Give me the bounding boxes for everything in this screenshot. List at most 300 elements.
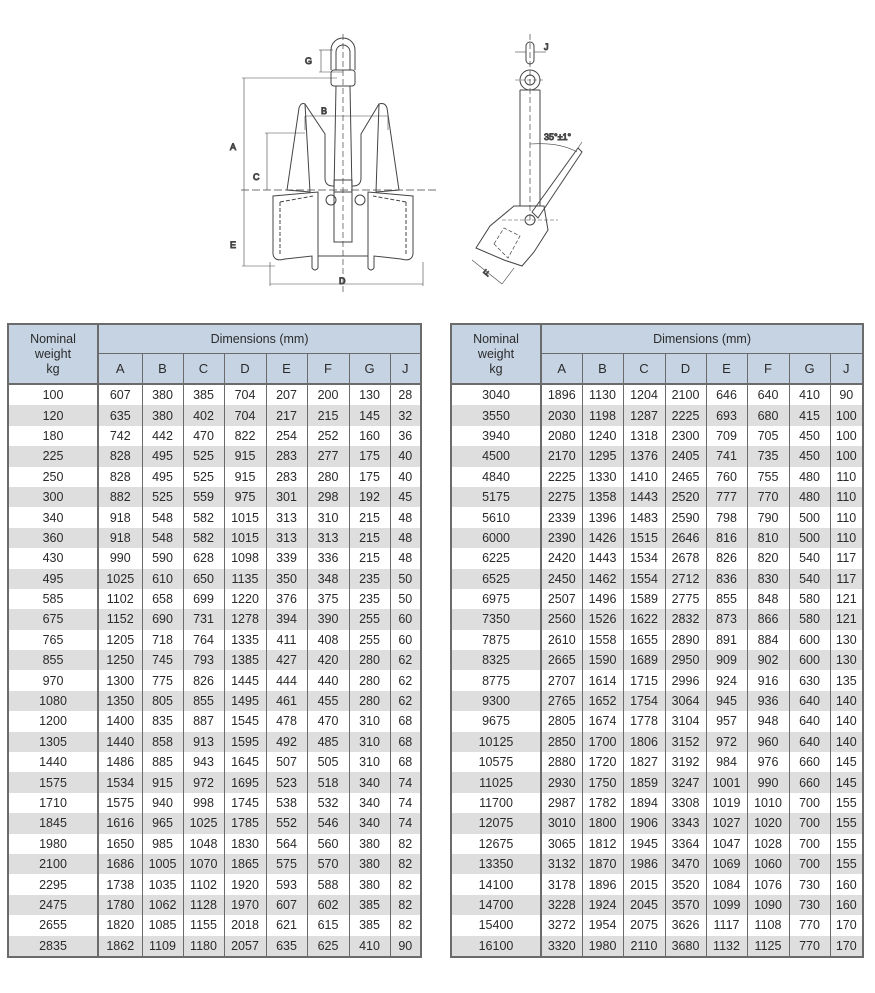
cell-j: 155	[830, 834, 863, 854]
cell-c: 1443	[623, 487, 665, 507]
cell-d: 2520	[665, 487, 706, 507]
table-row	[451, 874, 863, 894]
cell-j: 121	[830, 609, 863, 629]
cell-b: 495	[142, 467, 183, 487]
cell-d: 1015	[224, 507, 266, 527]
cell-j: 32	[390, 405, 421, 425]
cell-nominal-weight: 1305	[8, 732, 98, 752]
cell-e: 1001	[706, 772, 747, 792]
cell-d: 3626	[665, 915, 706, 935]
cell-e: 593	[266, 874, 307, 894]
cell-a: 1350	[98, 691, 142, 711]
cell-a: 2080	[541, 426, 582, 446]
cell-c: 1859	[623, 772, 665, 792]
cell-d: 3520	[665, 874, 706, 894]
cell-j: 110	[830, 487, 863, 507]
cell-f: 336	[307, 548, 349, 568]
cell-d: 2996	[665, 670, 706, 690]
column-header-a: A	[541, 354, 582, 385]
cell-nominal-weight: 10125	[451, 732, 541, 752]
cell-e: 798	[706, 507, 747, 527]
cell-f: 916	[747, 670, 789, 690]
cell-f: 252	[307, 426, 349, 446]
cell-j: 74	[390, 793, 421, 813]
table-row	[451, 732, 863, 752]
cell-c: 1906	[623, 813, 665, 833]
cell-e: 1019	[706, 793, 747, 813]
cell-d: 2300	[665, 426, 706, 446]
table-row	[8, 936, 421, 957]
column-header-g: G	[349, 354, 390, 385]
cell-d: 1545	[224, 711, 266, 731]
cell-d: 1220	[224, 589, 266, 609]
cell-j: 145	[830, 752, 863, 772]
cell-a: 1152	[98, 609, 142, 629]
cell-b: 495	[142, 446, 183, 466]
cell-b: 1130	[582, 384, 623, 405]
cell-d: 2590	[665, 507, 706, 527]
cell-j: 82	[390, 874, 421, 894]
cell-b: 1924	[582, 895, 623, 915]
cell-d: 2832	[665, 609, 706, 629]
cell-d: 2890	[665, 630, 706, 650]
cell-j: 62	[390, 650, 421, 670]
cell-f: 1125	[747, 936, 789, 957]
cell-c: 1622	[623, 609, 665, 629]
cell-f: 680	[747, 405, 789, 425]
table-row	[8, 548, 421, 568]
column-header-j: J	[830, 354, 863, 385]
table-row	[451, 384, 863, 405]
cell-c: 2110	[623, 936, 665, 957]
cell-j: 74	[390, 813, 421, 833]
cell-c: 943	[183, 752, 224, 772]
cell-e: 461	[266, 691, 307, 711]
cell-b: 548	[142, 507, 183, 527]
table-row	[451, 915, 863, 935]
cell-j: 40	[390, 467, 421, 487]
cell-g: 310	[349, 711, 390, 731]
cell-f: 440	[307, 670, 349, 690]
cell-a: 3320	[541, 936, 582, 957]
cell-nominal-weight: 2295	[8, 874, 98, 894]
table-row	[8, 384, 421, 405]
cell-g: 500	[789, 528, 830, 548]
cell-j: 155	[830, 793, 863, 813]
nominal-header-line-1: Nominal	[30, 331, 76, 346]
cell-f: 1108	[747, 915, 789, 935]
cell-b: 1590	[582, 650, 623, 670]
cell-c: 1894	[623, 793, 665, 813]
cell-b: 380	[142, 384, 183, 405]
cell-d: 1970	[224, 895, 266, 915]
cell-e: 254	[266, 426, 307, 446]
cell-g: 640	[789, 732, 830, 752]
cell-d: 3247	[665, 772, 706, 792]
table-row	[451, 670, 863, 690]
cell-c: 1025	[183, 813, 224, 833]
cell-d: 1135	[224, 569, 266, 589]
cell-c: 2045	[623, 895, 665, 915]
cell-d: 1785	[224, 813, 266, 833]
cell-a: 918	[98, 507, 142, 527]
cell-c: 731	[183, 609, 224, 629]
cell-b: 915	[142, 772, 183, 792]
cell-f: 1060	[747, 854, 789, 874]
cell-a: 1780	[98, 895, 142, 915]
cell-a: 1025	[98, 569, 142, 589]
cell-nominal-weight: 3550	[451, 405, 541, 425]
cell-g: 310	[349, 732, 390, 752]
cell-j: 117	[830, 548, 863, 568]
cell-nominal-weight: 1575	[8, 772, 98, 792]
column-header-f: F	[747, 354, 789, 385]
cell-nominal-weight: 250	[8, 467, 98, 487]
cell-b: 590	[142, 548, 183, 568]
cell-nominal-weight: 8325	[451, 650, 541, 670]
cell-e: 836	[706, 569, 747, 589]
cell-b: 1396	[582, 507, 623, 527]
cell-f: 215	[307, 405, 349, 425]
cell-b: 1109	[142, 936, 183, 957]
cell-f: 820	[747, 548, 789, 568]
cell-b: 1062	[142, 895, 183, 915]
cell-c: 385	[183, 384, 224, 405]
nominal-header-line-1: Nominal	[473, 331, 519, 346]
cell-d: 2018	[224, 915, 266, 935]
cell-f: 615	[307, 915, 349, 935]
cell-g: 385	[349, 895, 390, 915]
cell-e: 646	[706, 384, 747, 405]
cell-a: 2339	[541, 507, 582, 527]
cell-nominal-weight: 1980	[8, 834, 98, 854]
cell-e: 1084	[706, 874, 747, 894]
cell-c: 582	[183, 528, 224, 548]
cell-j: 100	[830, 405, 863, 425]
cell-e: 777	[706, 487, 747, 507]
cell-j: 82	[390, 915, 421, 935]
dim-label-a: A	[230, 142, 237, 152]
cell-e: 444	[266, 670, 307, 690]
column-header-c: C	[183, 354, 224, 385]
cell-e: 945	[706, 691, 747, 711]
cell-j: 82	[390, 854, 421, 874]
cell-d: 2646	[665, 528, 706, 548]
cell-c: 972	[183, 772, 224, 792]
cell-g: 730	[789, 874, 830, 894]
column-header-a: A	[98, 354, 142, 385]
cell-j: 28	[390, 384, 421, 405]
cell-b: 775	[142, 670, 183, 690]
column-header-e: E	[706, 354, 747, 385]
cell-e: 283	[266, 467, 307, 487]
cell-b: 1720	[582, 752, 623, 772]
cell-a: 2420	[541, 548, 582, 568]
cell-f: 866	[747, 609, 789, 629]
cell-j: 90	[830, 384, 863, 405]
cell-j: 110	[830, 507, 863, 527]
cell-c: 998	[183, 793, 224, 813]
cell-d: 1830	[224, 834, 266, 854]
table-row	[451, 813, 863, 833]
cell-e: 1099	[706, 895, 747, 915]
cell-d: 915	[224, 467, 266, 487]
cell-b: 1614	[582, 670, 623, 690]
cell-nominal-weight: 8775	[451, 670, 541, 690]
cell-e: 826	[706, 548, 747, 568]
cell-nominal-weight: 1710	[8, 793, 98, 813]
cell-j: 121	[830, 589, 863, 609]
cell-j: 62	[390, 670, 421, 690]
table-row	[8, 854, 421, 874]
cell-b: 1035	[142, 874, 183, 894]
cell-e: 1069	[706, 854, 747, 874]
cell-c: 1048	[183, 834, 224, 854]
cell-j: 140	[830, 732, 863, 752]
cell-nominal-weight: 9675	[451, 711, 541, 731]
cell-b: 805	[142, 691, 183, 711]
cell-d: 2225	[665, 405, 706, 425]
cell-f: 1028	[747, 834, 789, 854]
cell-c: 1554	[623, 569, 665, 589]
cell-e: 339	[266, 548, 307, 568]
cell-nominal-weight: 15400	[451, 915, 541, 935]
cell-f: 546	[307, 813, 349, 833]
cell-a: 828	[98, 446, 142, 466]
cell-d: 2057	[224, 936, 266, 957]
cell-g: 175	[349, 446, 390, 466]
cell-a: 1300	[98, 670, 142, 690]
cell-f: 884	[747, 630, 789, 650]
cell-nominal-weight: 585	[8, 589, 98, 609]
cell-a: 3010	[541, 813, 582, 833]
table-row	[8, 813, 421, 833]
cell-g: 540	[789, 548, 830, 568]
cell-c: 2015	[623, 874, 665, 894]
cell-nominal-weight: 2475	[8, 895, 98, 915]
anchor-front-view-drawing	[225, 30, 455, 300]
cell-d: 3192	[665, 752, 706, 772]
cell-f: 640	[747, 384, 789, 405]
cell-f: 948	[747, 711, 789, 731]
table-row	[451, 650, 863, 670]
cell-a: 3132	[541, 854, 582, 874]
cell-j: 130	[830, 630, 863, 650]
cell-g: 450	[789, 446, 830, 466]
cell-g: 630	[789, 670, 830, 690]
cell-b: 1462	[582, 569, 623, 589]
cell-j: 82	[390, 895, 421, 915]
table-row	[451, 936, 863, 957]
dim-label-b: B	[321, 106, 328, 116]
cell-c: 764	[183, 630, 224, 650]
table-row	[8, 487, 421, 507]
cell-b: 1496	[582, 589, 623, 609]
cell-g: 380	[349, 854, 390, 874]
cell-d: 704	[224, 384, 266, 405]
cell-j: 60	[390, 609, 421, 629]
cell-nominal-weight: 14100	[451, 874, 541, 894]
cell-c: 525	[183, 467, 224, 487]
cell-c: 913	[183, 732, 224, 752]
cell-a: 828	[98, 467, 142, 487]
cell-d: 1015	[224, 528, 266, 548]
table-row	[451, 589, 863, 609]
cell-b: 690	[142, 609, 183, 629]
table-row	[8, 405, 421, 425]
cell-a: 1738	[98, 874, 142, 894]
table-row	[8, 650, 421, 670]
cell-a: 918	[98, 528, 142, 548]
dimensions-header: Dimensions (mm)	[541, 324, 863, 354]
cell-c: 559	[183, 487, 224, 507]
cell-f: 830	[747, 569, 789, 589]
cell-j: 140	[830, 711, 863, 731]
cell-d: 1695	[224, 772, 266, 792]
cell-f: 310	[307, 507, 349, 527]
cell-a: 1486	[98, 752, 142, 772]
column-header-e: E	[266, 354, 307, 385]
cell-g: 660	[789, 752, 830, 772]
cell-g: 215	[349, 548, 390, 568]
cell-d: 2465	[665, 467, 706, 487]
cell-e: 283	[266, 446, 307, 466]
cell-a: 2507	[541, 589, 582, 609]
cell-g: 145	[349, 405, 390, 425]
table-row	[8, 426, 421, 446]
cell-j: 117	[830, 569, 863, 589]
cell-d: 2678	[665, 548, 706, 568]
table-row	[8, 772, 421, 792]
cell-f: 976	[747, 752, 789, 772]
cell-c: 1754	[623, 691, 665, 711]
cell-g: 770	[789, 936, 830, 957]
cell-nominal-weight: 5175	[451, 487, 541, 507]
cell-g: 255	[349, 630, 390, 650]
cell-d: 3152	[665, 732, 706, 752]
cell-nominal-weight: 4500	[451, 446, 541, 466]
table-row	[8, 895, 421, 915]
cell-g: 130	[349, 384, 390, 405]
table-row	[451, 507, 863, 527]
cell-a: 2707	[541, 670, 582, 690]
cell-e: 564	[266, 834, 307, 854]
cell-nominal-weight: 180	[8, 426, 98, 446]
cell-a: 990	[98, 548, 142, 568]
cell-e: 957	[706, 711, 747, 731]
table-row	[451, 528, 863, 548]
table-row	[8, 834, 421, 854]
cell-c: 1715	[623, 670, 665, 690]
cell-f: 1020	[747, 813, 789, 833]
cell-nominal-weight: 7350	[451, 609, 541, 629]
dim-label-j: J	[544, 42, 549, 52]
cell-b: 1954	[582, 915, 623, 935]
table-row	[451, 854, 863, 874]
cell-b: 380	[142, 405, 183, 425]
cell-g: 730	[789, 895, 830, 915]
table-row	[451, 609, 863, 629]
cell-e: 635	[266, 936, 307, 957]
cell-c: 1410	[623, 467, 665, 487]
cell-b: 1896	[582, 874, 623, 894]
cell-g: 215	[349, 507, 390, 527]
cell-a: 635	[98, 405, 142, 425]
cell-c: 1102	[183, 874, 224, 894]
cell-j: 100	[830, 446, 863, 466]
cell-f: 348	[307, 569, 349, 589]
cell-d: 915	[224, 446, 266, 466]
cell-g: 215	[349, 528, 390, 548]
cell-f: 390	[307, 609, 349, 629]
cell-a: 1400	[98, 711, 142, 731]
cell-nominal-weight: 6000	[451, 528, 541, 548]
cell-d: 2712	[665, 569, 706, 589]
cell-b: 1782	[582, 793, 623, 813]
cell-c: 1806	[623, 732, 665, 752]
cell-e: 313	[266, 528, 307, 548]
cell-a: 607	[98, 384, 142, 405]
cell-nominal-weight: 855	[8, 650, 98, 670]
cell-j: 40	[390, 446, 421, 466]
cell-g: 235	[349, 569, 390, 589]
cell-d: 3364	[665, 834, 706, 854]
cell-g: 450	[789, 426, 830, 446]
cell-f: 408	[307, 630, 349, 650]
cell-f: 960	[747, 732, 789, 752]
cell-c: 628	[183, 548, 224, 568]
cell-a: 2275	[541, 487, 582, 507]
cell-f: 790	[747, 507, 789, 527]
table-row	[8, 569, 421, 589]
cell-j: 130	[830, 650, 863, 670]
cell-nominal-weight: 225	[8, 446, 98, 466]
cell-e: 1117	[706, 915, 747, 935]
cell-b: 1330	[582, 467, 623, 487]
cell-a: 2450	[541, 569, 582, 589]
dimensions-header: Dimensions (mm)	[98, 324, 421, 354]
column-header-b: B	[582, 354, 623, 385]
cell-e: 427	[266, 650, 307, 670]
cell-c: 1827	[623, 752, 665, 772]
cell-e: 984	[706, 752, 747, 772]
cell-b: 965	[142, 813, 183, 833]
cell-a: 1896	[541, 384, 582, 405]
cell-d: 3308	[665, 793, 706, 813]
cell-nominal-weight: 3040	[451, 384, 541, 405]
cell-j: 36	[390, 426, 421, 446]
cell-b: 1443	[582, 548, 623, 568]
column-header-g: G	[789, 354, 830, 385]
cell-b: 985	[142, 834, 183, 854]
cell-g: 640	[789, 691, 830, 711]
table-row	[451, 691, 863, 711]
cell-c: 1589	[623, 589, 665, 609]
column-header-j: J	[390, 354, 421, 385]
cell-g: 540	[789, 569, 830, 589]
cell-b: 718	[142, 630, 183, 650]
cell-nominal-weight: 7875	[451, 630, 541, 650]
cell-f: 936	[747, 691, 789, 711]
cell-b: 1426	[582, 528, 623, 548]
table-row	[451, 446, 863, 466]
cell-a: 1534	[98, 772, 142, 792]
cell-b: 658	[142, 589, 183, 609]
table-row	[451, 752, 863, 772]
cell-nominal-weight: 970	[8, 670, 98, 690]
cell-e: 709	[706, 426, 747, 446]
cell-a: 1250	[98, 650, 142, 670]
